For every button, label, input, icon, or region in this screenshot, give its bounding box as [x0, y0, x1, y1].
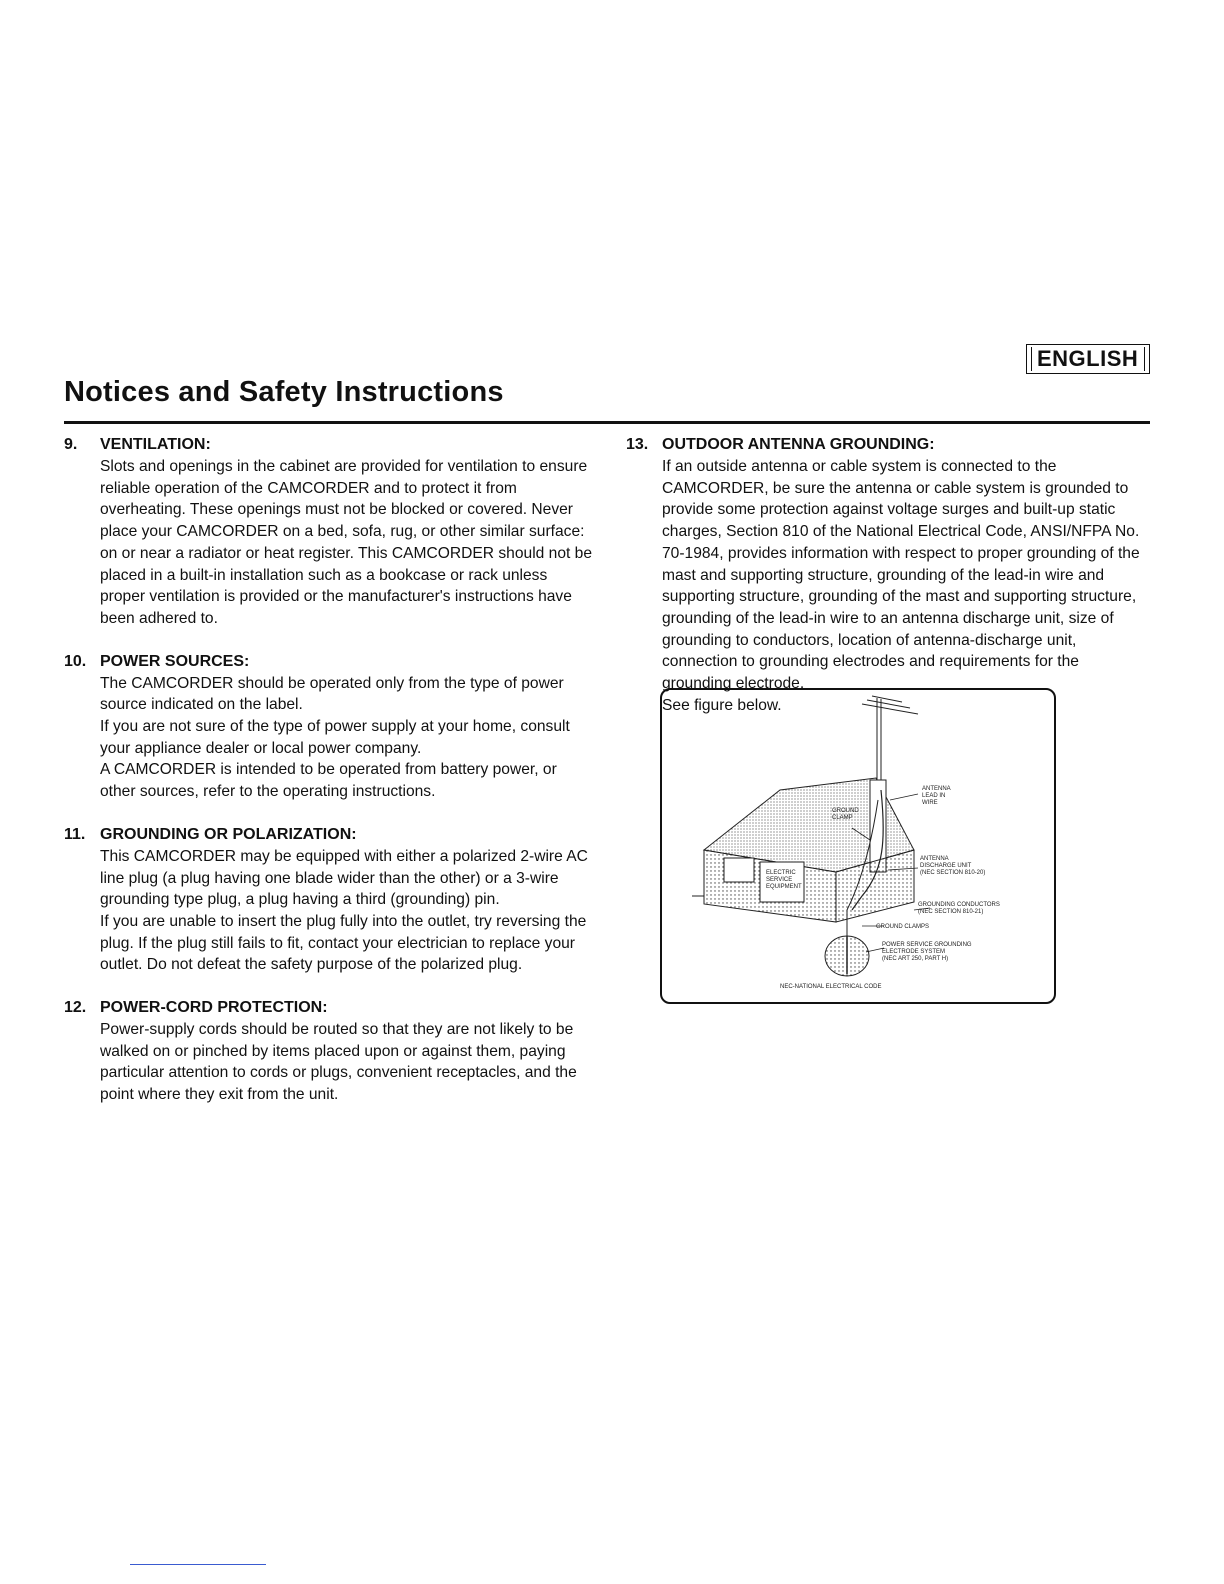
section-paragraph: A CAMCORDER is intended to be operated from battery power, or other sources, refer to the operating instructions. — [100, 761, 557, 801]
house-window — [724, 858, 754, 882]
left-column — [64, 434, 594, 1127]
language-badge: ENGLISH — [1026, 344, 1150, 374]
section-paragraph: If an outside antenna or cable system is connected to the CAMCORDER, be sure the antenna or cable system is grounded to provide some protection against voltage surges and built-up static charges, Section 810 of the National Electrical Code, ANSI/NFPA No. 70-1984, provides information with respect to proper grounding of the mast and supporting structure, grounding of the lead-in wire and supporting structure, grounding of the mast and supporting structure, grounding of the lead-in wire to an antenna discharge unit, size of grounding to conductors, location of antenna-discharge unit, connection to grounding electrodes and requirements for the grounding electrode. — [662, 458, 1140, 693]
label-electric-service: ELECTRIC SERVICE EQUIPMENT — [766, 870, 802, 890]
page-title: Notices and Safety Instructions — [64, 376, 504, 408]
title-divider — [64, 421, 1150, 424]
section-paragraph: This CAMCORDER may be equipped with either a polarized 2-wire AC line plug (a plug having one blade wider than the other) or a 3-wire grounding type plug, a plug having a third (grounding) pin. — [100, 847, 588, 909]
section-paragraph: Power-supply cords should be routed so that they are not likely to be walked on or pinched by items placed upon or against them, paying particular attention to cords or plugs, convenient receptacles, and the point where they exit from the unit. — [100, 1021, 577, 1104]
label-power-service: POWER SERVICE GROUNDING ELECTRODE SYSTEM (NEC ART 250, PART H) — [882, 942, 972, 962]
section-number: 13. — [626, 436, 649, 453]
section-paragraph: If you are unable to insert the plug fully into the outlet, try reversing the plug. If the plug still fails to fit, contact your electrician to replace your outlet. Do not defeat the safety purpose of the polarized plug. — [100, 912, 587, 974]
label-ground-clamps: GROUND CLAMPS — [876, 924, 930, 930]
section-number: 12. — [64, 999, 87, 1017]
antenna-icon — [862, 696, 918, 790]
section-heading: OUTDOOR ANTENNA GROUNDING: — [662, 436, 935, 453]
figure-caption: NEC-NATIONAL ELECTRICAL CODE — [780, 984, 882, 990]
section-heading: VENTILATION: — [100, 436, 211, 453]
section-power-sources — [64, 651, 594, 803]
section-number: 9. — [64, 436, 78, 453]
section-grounding-polarization — [64, 824, 594, 976]
section-power-cord-protection — [64, 997, 594, 1106]
section-heading: POWER-CORD PROTECTION: — [100, 999, 328, 1017]
section-paragraph: If you are not sure of the type of power supply at your home, consult your appliance dealer or local power company. — [100, 718, 570, 757]
section-paragraph: Slots and openings in the cabinet are provided for ventilation to ensure reliable operation of the CAMCORDER and to protect it from overheating. These openings must not be blocked or covered. Never place your CAMCORDER on a bed, sofa, rug, or other similar surface: on or near a radiator or heat register. This CAMCORDER should not be placed in a built-in installation such as a bookcase or rack unless proper ventilation is provided or the manufacturer's instructions have been adhered to. — [100, 458, 593, 627]
antenna-grounding-diagram — [662, 690, 1054, 1002]
label-ground-clamp-top: GROUND CLAMP — [832, 808, 859, 821]
label-grounding-conductors: GROUNDING CONDUCTORS (NEC SECTION 810-21) — [918, 902, 1000, 915]
section-ventilation — [64, 434, 594, 630]
section-paragraph: The CAMCORDER should be operated only from the type of power source indicated on the label. — [100, 674, 564, 714]
section-outdoor-antenna-grounding — [626, 434, 1152, 716]
label-antenna-lead-in: ANTENNA LEAD IN WIRE — [922, 786, 951, 806]
section-number: 11. — [64, 825, 86, 843]
section-number: 10. — [64, 652, 87, 670]
footer-rule — [130, 1564, 266, 1565]
section-paragraph: See figure below. — [662, 696, 782, 714]
section-heading: POWER SOURCES: — [100, 652, 250, 670]
antenna-grounding-figure — [660, 688, 1056, 1004]
section-heading: GROUNDING OR POLARIZATION: — [100, 825, 357, 843]
label-discharge-unit: ANTENNA DISCHARGE UNIT (NEC SECTION 810-20) — [920, 856, 986, 876]
